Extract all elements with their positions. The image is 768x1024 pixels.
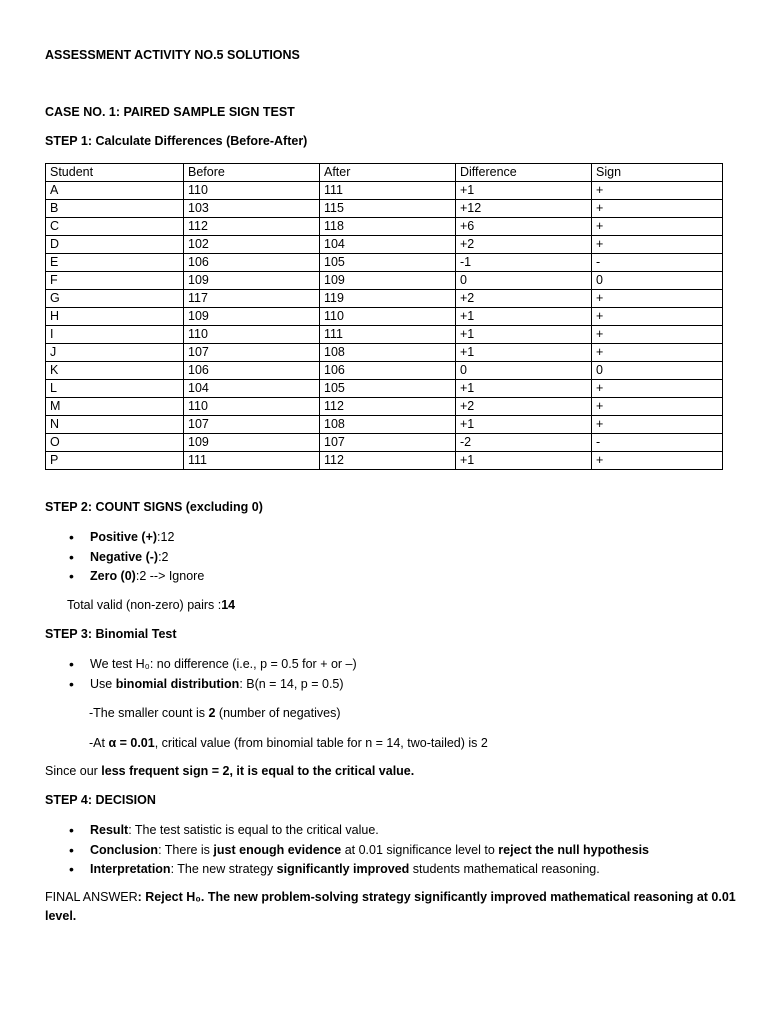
cell-before: 109 [184, 308, 320, 326]
cell-sign: + [592, 182, 723, 200]
table-row [46, 434, 723, 452]
cell-difference: +6 [456, 218, 592, 236]
table-row [46, 308, 723, 326]
step3-heading: STEP 3: Binomial Test [45, 627, 177, 641]
interpretation-bold: significantly improved [276, 862, 410, 876]
cell-difference: -1 [456, 254, 592, 272]
final-answer-text: : Reject H₀. The new problem-solving strategy significantly improved mathematical reasoning at 0.01 [137, 890, 736, 904]
cell-student: F [46, 272, 184, 290]
cell-student: J [46, 344, 184, 362]
cell-before: 107 [184, 344, 320, 362]
positive-label: Positive (+) [90, 530, 158, 544]
cell-after: 119 [320, 290, 456, 308]
alpha-line [89, 736, 488, 751]
cell-student: B [46, 200, 184, 218]
cell-sign: + [592, 398, 723, 416]
cell-sign: + [592, 236, 723, 254]
alpha-pre: -At [89, 736, 109, 750]
list-item [45, 677, 357, 697]
cell-after: 108 [320, 344, 456, 362]
table-row [46, 398, 723, 416]
conclusion-label: Conclusion [90, 842, 159, 857]
smaller-pre: -The smaller count is [89, 706, 209, 720]
alpha-post: , critical value (from binomial table for n = 14, two-tailed) is 2 [154, 736, 488, 750]
step4-heading: STEP 4: DECISION [45, 793, 156, 807]
cell-before: 109 [184, 434, 320, 452]
since-pre: Since our [45, 764, 102, 778]
cell-student: C [46, 218, 184, 236]
cell-after: 112 [320, 452, 456, 470]
cell-after: 104 [320, 236, 456, 254]
sign-count-list [45, 530, 204, 589]
total-pairs-value: 14 [221, 598, 236, 612]
final-answer-label: FINAL ANSWER [45, 890, 138, 904]
total-pairs-text: Total valid (non-zero) pairs : [67, 598, 222, 612]
cell-before: 106 [184, 254, 320, 272]
decision-list [45, 823, 649, 882]
list-item [45, 550, 204, 570]
cell-before: 110 [184, 398, 320, 416]
cell-sign: + [592, 218, 723, 236]
alpha-bold: α = 0.01 [108, 736, 155, 750]
table-row [46, 200, 723, 218]
result-label: Result [90, 823, 129, 837]
cell-after: 105 [320, 380, 456, 398]
binomial-bold: binomial distribution [115, 676, 240, 691]
positive-value: :12 [157, 530, 175, 544]
smaller-post: (number of negatives) [215, 706, 341, 720]
cell-sign: + [592, 200, 723, 218]
cell-student: K [46, 362, 184, 380]
cell-difference: -2 [456, 434, 592, 452]
binomial-post: : B(n = 14, p = 0.5) [239, 676, 344, 691]
header-before: Before [184, 164, 320, 182]
smaller-count-line [89, 706, 341, 721]
cell-after: 115 [320, 200, 456, 218]
cell-after: 107 [320, 434, 456, 452]
conclusion-bold2: reject the null hypothesis [498, 842, 650, 857]
negative-value: :2 [158, 549, 169, 564]
list-item [45, 530, 204, 550]
cell-before: 106 [184, 362, 320, 380]
cell-student: I [46, 326, 184, 344]
table-row [46, 326, 723, 344]
interpretation-label: Interpretation [90, 862, 171, 876]
table-row [46, 362, 723, 380]
cell-student: D [46, 236, 184, 254]
cell-after: 111 [320, 182, 456, 200]
case-heading: CASE NO. 1: PAIRED SAMPLE SIGN TEST [45, 105, 295, 119]
cell-student: L [46, 380, 184, 398]
cell-difference: +1 [456, 416, 592, 434]
cell-difference: +1 [456, 380, 592, 398]
cell-before: 102 [184, 236, 320, 254]
table-row [46, 254, 723, 272]
list-item [45, 843, 649, 863]
table-row [46, 182, 723, 200]
cell-before: 104 [184, 380, 320, 398]
cell-after: 109 [320, 272, 456, 290]
cell-sign: - [592, 254, 723, 272]
header-after: After [320, 164, 456, 182]
cell-after: 108 [320, 416, 456, 434]
list-item [45, 823, 649, 843]
cell-sign: 0 [592, 272, 723, 290]
cell-difference: 0 [456, 272, 592, 290]
table-row [46, 344, 723, 362]
cell-difference: +2 [456, 236, 592, 254]
cell-difference: 0 [456, 362, 592, 380]
cell-student: G [46, 290, 184, 308]
cell-student: P [46, 452, 184, 470]
cell-student: H [46, 308, 184, 326]
header-sign: Sign [592, 164, 723, 182]
binomial-list [45, 657, 357, 696]
cell-after: 110 [320, 308, 456, 326]
cell-after: 112 [320, 398, 456, 416]
cell-difference: +1 [456, 182, 592, 200]
cell-sign: + [592, 290, 723, 308]
table-header-row [46, 164, 723, 182]
interpretation-post: students mathematical reasoning. [409, 862, 600, 876]
cell-before: 111 [184, 452, 320, 470]
cell-difference: +2 [456, 398, 592, 416]
cell-student: O [46, 434, 184, 452]
final-answer-line2: level. [45, 909, 77, 923]
step1-heading: STEP 1: Calculate Differences (Before-After) [45, 134, 308, 148]
table-row [46, 218, 723, 236]
cell-after: 105 [320, 254, 456, 272]
document-title: ASSESSMENT ACTIVITY NO.5 SOLUTIONS [45, 48, 300, 62]
cell-before: 103 [184, 200, 320, 218]
cell-sign: + [592, 380, 723, 398]
header-student: Student [46, 164, 184, 182]
zero-value: :2 --> Ignore [135, 569, 205, 583]
cell-before: 110 [184, 326, 320, 344]
cell-difference: +2 [456, 290, 592, 308]
list-item [45, 862, 649, 882]
cell-difference: +1 [456, 326, 592, 344]
cell-sign: + [592, 308, 723, 326]
cell-difference: +1 [456, 452, 592, 470]
cell-before: 107 [184, 416, 320, 434]
step2-heading: STEP 2: COUNT SIGNS (excluding 0) [45, 500, 263, 514]
table-row [46, 380, 723, 398]
cell-sign: + [592, 326, 723, 344]
final-answer-line1 [45, 890, 736, 905]
smaller-bold: 2 [208, 706, 216, 720]
interpretation-pre: : The new strategy [170, 862, 277, 876]
cell-after: 118 [320, 218, 456, 236]
conclusion-mid: at 0.01 significance level to [341, 842, 499, 857]
cell-sign: - [592, 434, 723, 452]
header-difference: Difference [456, 164, 592, 182]
since-bold: less frequent sign = 2, it is equal to the critical value. [101, 764, 415, 778]
cell-before: 117 [184, 290, 320, 308]
conclusion-bold1: just enough evidence [213, 842, 342, 857]
cell-student: N [46, 416, 184, 434]
table-row [46, 290, 723, 308]
total-pairs-line [67, 598, 235, 613]
list-item [45, 657, 357, 677]
cell-sign: 0 [592, 362, 723, 380]
table-row [46, 452, 723, 470]
binomial-pre: Use [90, 676, 116, 691]
cell-before: 112 [184, 218, 320, 236]
cell-student: E [46, 254, 184, 272]
result-text: : The test satistic is equal to the critical value. [128, 823, 379, 837]
zero-label: Zero (0) [90, 569, 136, 583]
cell-sign: + [592, 344, 723, 362]
cell-after: 106 [320, 362, 456, 380]
cell-difference: +1 [456, 344, 592, 362]
negative-label: Negative (-) [90, 549, 159, 564]
conclusion-pre: : There is [158, 842, 214, 857]
table-row [46, 236, 723, 254]
table-row [46, 272, 723, 290]
cell-sign: + [592, 452, 723, 470]
cell-after: 111 [320, 326, 456, 344]
cell-difference: +12 [456, 200, 592, 218]
cell-student: A [46, 182, 184, 200]
cell-difference: +1 [456, 308, 592, 326]
since-line [45, 764, 414, 779]
cell-sign: + [592, 416, 723, 434]
table-row [46, 416, 723, 434]
table-body [46, 182, 723, 470]
differences-table [45, 163, 723, 470]
list-item [45, 569, 204, 589]
cell-student: M [46, 398, 184, 416]
cell-before: 110 [184, 182, 320, 200]
hypothesis-text: We test H₀: no difference (i.e., p = 0.5 for + or –) [90, 657, 357, 671]
cell-before: 109 [184, 272, 320, 290]
